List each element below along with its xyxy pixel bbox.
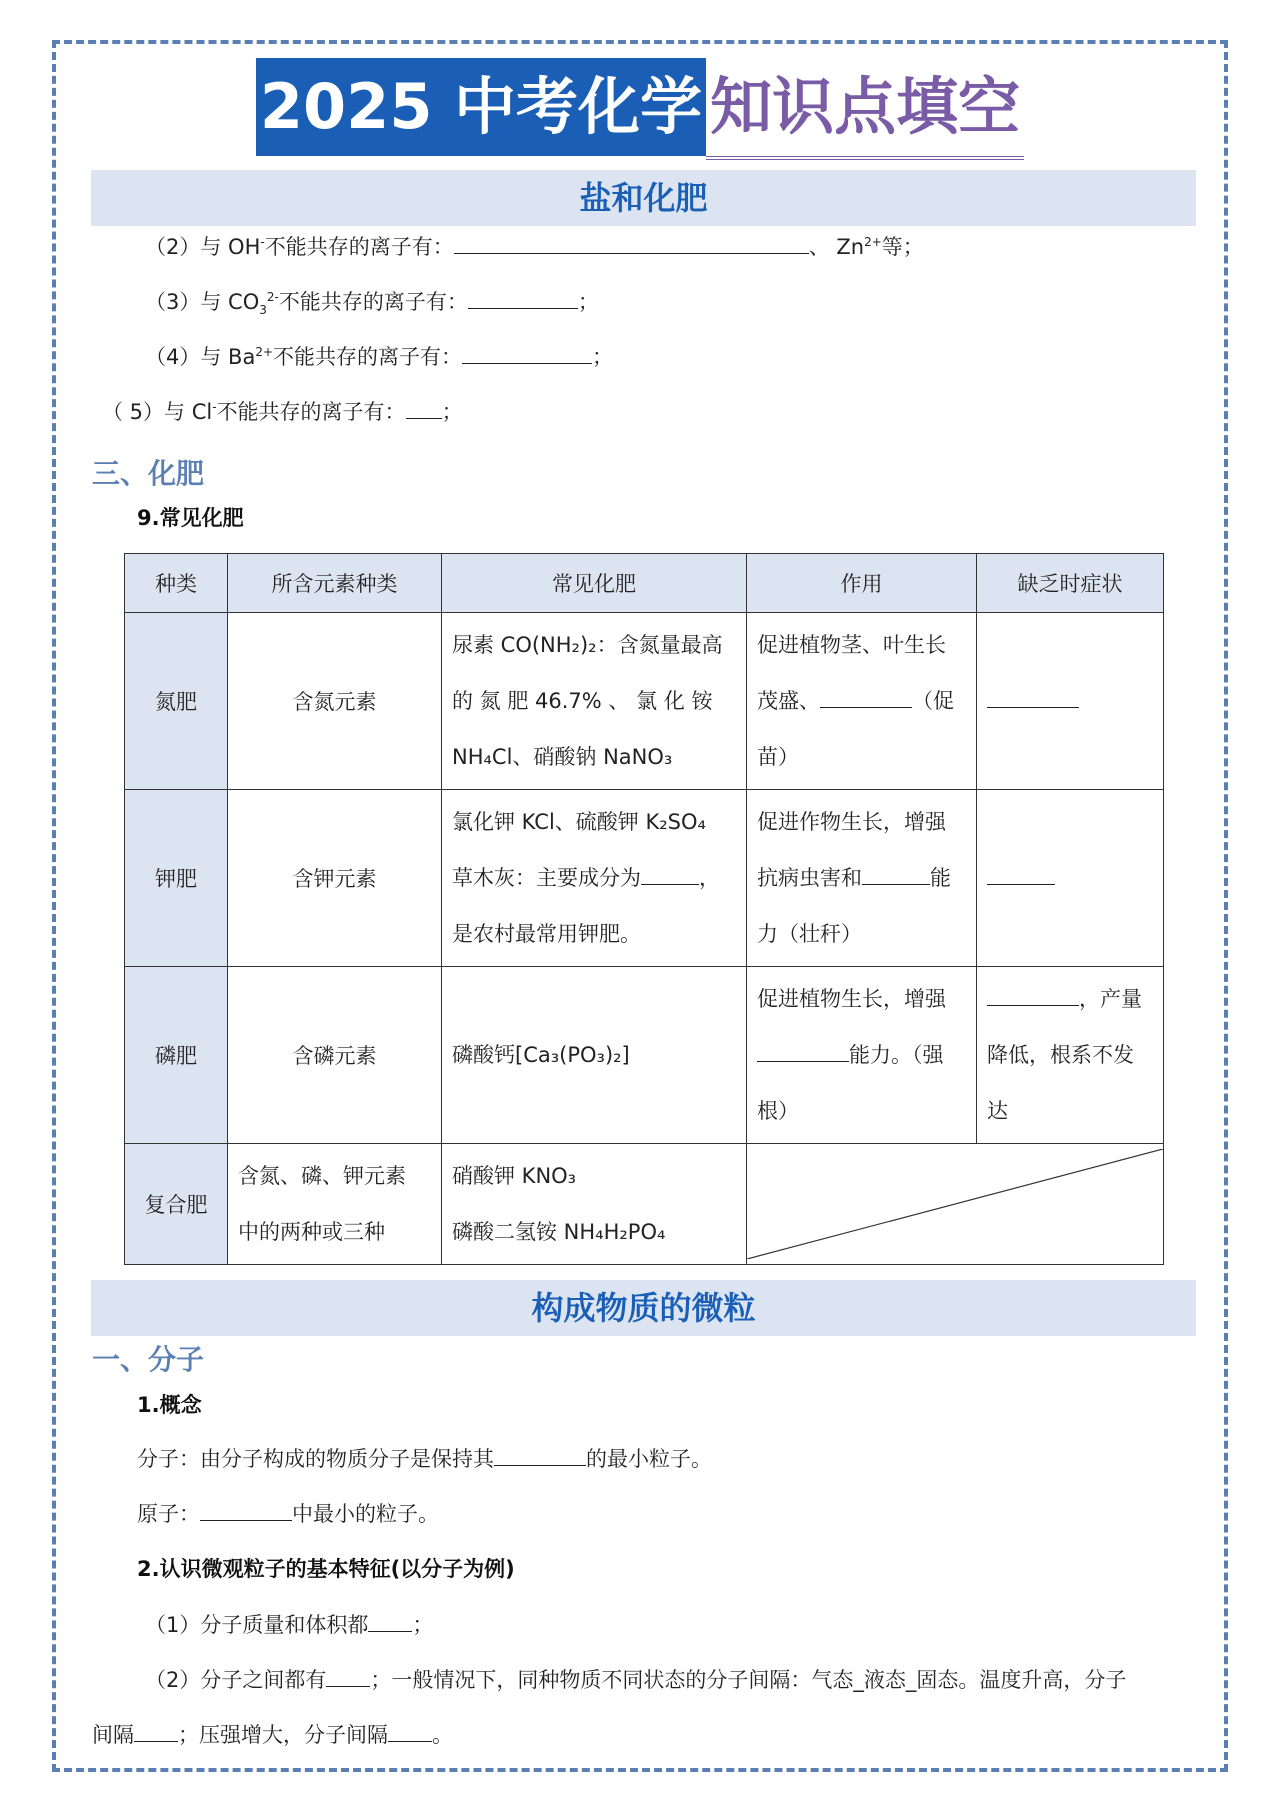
common-line: 磷酸二氢铵 NH₄H₂PO₄ — [452, 1220, 666, 1244]
common-line: NH₄Cl、硝酸钠 NaNO₃ — [452, 745, 673, 769]
common-line: 硝酸钾 KNO₃ — [452, 1164, 577, 1188]
empty-diagonal-cell — [747, 1144, 1164, 1265]
ion-line-2-zn: 、 Zn — [808, 235, 865, 259]
diagonal-line — [747, 1149, 1163, 1259]
symptom-line — [987, 971, 1153, 1027]
symptom-cell — [977, 790, 1164, 967]
symptom-line: 达 — [987, 1099, 1008, 1123]
common-cell — [442, 613, 747, 790]
table-row — [125, 613, 1164, 790]
element-line: 含氮、磷、钾元素 — [238, 1164, 406, 1188]
atom-def-text: 中最小的粒子。 — [292, 1502, 439, 1526]
element-line: 中的两种或三种 — [238, 1220, 385, 1244]
feature-3-end: 。 — [432, 1723, 453, 1747]
effect-cell — [747, 613, 977, 790]
symptom-cell — [977, 613, 1164, 790]
ion-line-2-sup2: 2+ — [864, 235, 882, 249]
ion-line-3-label: （3）与 CO — [145, 290, 260, 314]
kind-cell: 钾肥 — [125, 790, 228, 967]
feature-3-text: 间隔 — [92, 1723, 134, 1747]
molecule-definition — [137, 1443, 712, 1473]
molecule-def-text: 的最小粒子。 — [586, 1447, 712, 1471]
kind-cell: 复合肥 — [125, 1144, 228, 1265]
feature-2-blank[interactable] — [326, 1665, 370, 1687]
effect-text: 茂盛、 — [757, 689, 820, 713]
kind-cell: 磷肥 — [125, 967, 228, 1144]
ion-line-5-label: （ 5）与 Cl — [102, 400, 213, 424]
common-text: 草木灰：主要成分为 — [452, 866, 641, 890]
atom-def-blank[interactable] — [200, 1499, 292, 1521]
common-line: 磷酸钙[Ca₃(PO₃)₂] — [452, 1043, 630, 1067]
common-line: 的 氮 肥 46.7% 、 氯 化 铵 — [452, 689, 713, 713]
table-header-cell: 作用 — [747, 554, 977, 613]
effect-cell — [747, 790, 977, 967]
effect-blank[interactable] — [862, 863, 930, 885]
common-line — [452, 850, 736, 906]
table-header-cell: 所含元素种类 — [228, 554, 442, 613]
ion-line-2-blank[interactable] — [454, 232, 809, 254]
element-cell: 含氮元素 — [228, 613, 442, 790]
feature-1-end: ； — [412, 1613, 434, 1637]
common-line: 是农村最常用钾肥。 — [452, 922, 641, 946]
feature-1-blank[interactable] — [368, 1610, 412, 1632]
ion-line-3-end: ； — [577, 290, 599, 314]
common-cell — [442, 1144, 747, 1265]
common-line: 氯化钾 KCl、硫酸钾 K₂SO₄ — [452, 810, 706, 834]
effect-line — [757, 673, 966, 729]
common-text: ， — [699, 866, 720, 890]
effect-text: 能力。（强 — [849, 1043, 944, 1067]
features-heading: 2.认识微观粒子的基本特征(以分子为例) — [137, 1557, 515, 1581]
molecule-def-text: 分子：由分子构成的物质分子是保持其 — [137, 1447, 494, 1471]
element-cell: 含磷元素 — [228, 967, 442, 1144]
ion-line-4 — [145, 341, 613, 371]
ion-line-5-text: 不能共存的离子有： — [216, 400, 406, 424]
ion-line-4-end: ； — [592, 345, 614, 369]
symptom-blank[interactable] — [987, 686, 1079, 708]
title-topic-part: 知识点填空 — [706, 58, 1024, 160]
ion-line-2-sup: - — [260, 235, 265, 249]
ion-line-2-label: （2）与 OH — [145, 235, 261, 259]
ion-line-4-blank[interactable] — [462, 342, 592, 364]
concept-heading: 1.概念 — [137, 1393, 202, 1417]
element-cell: 含钾元素 — [228, 790, 442, 967]
effect-line: 根） — [757, 1099, 799, 1123]
ion-line-3 — [145, 286, 599, 317]
effect-text: （促 — [912, 689, 954, 713]
effect-text: 抗病虫害和 — [757, 866, 862, 890]
table-row — [125, 967, 1164, 1144]
table-row — [125, 790, 1164, 967]
symptom-text: ，产量 — [1079, 987, 1142, 1011]
feature-2-text: ；一般情况下，同种物质不同状态的分子间隔：气态_液态_固态。温度升高，分子 — [370, 1668, 1127, 1692]
effect-blank[interactable] — [757, 1040, 849, 1062]
effect-blank[interactable] — [820, 686, 912, 708]
table-header-cell: 缺乏时症状 — [977, 554, 1164, 613]
ion-line-3-text: 不能共存的离子有： — [278, 290, 468, 314]
ion-line-4-label: （4）与 Ba — [145, 345, 256, 369]
common-cell — [442, 967, 747, 1144]
ion-line-3-sup: 2- — [266, 290, 279, 304]
ion-line-3-sub: 3 — [259, 303, 267, 318]
ion-line-5-end: ； — [441, 400, 463, 424]
feature-2-continued — [92, 1719, 453, 1749]
ion-line-5-blank[interactable] — [406, 397, 442, 419]
feature-2-text: （2）分子之间都有 — [145, 1668, 327, 1692]
section-particles-banner: 构成物质的微粒 — [91, 1280, 1196, 1336]
ion-line-3-blank[interactable] — [468, 287, 578, 309]
feature-3-blank[interactable] — [388, 1720, 432, 1742]
common-cell — [442, 790, 747, 967]
ion-line-2-text: 不能共存的离子有： — [264, 235, 454, 259]
table-header-row — [125, 554, 1164, 613]
effect-line: 苗） — [757, 745, 799, 769]
fertilizer-heading: 三、化肥 — [92, 457, 205, 490]
symptom-blank[interactable] — [987, 863, 1055, 885]
effect-line — [757, 850, 966, 906]
feature-3-text: ；压强增大，分子间隔 — [178, 1723, 388, 1747]
molecule-def-blank[interactable] — [494, 1444, 586, 1466]
symptom-cell — [977, 967, 1164, 1144]
common-line: 尿素 CO(NH₂)₂：含氮量最高 — [452, 633, 723, 657]
symptom-blank[interactable] — [987, 984, 1079, 1006]
table-header-cell: 种类 — [125, 554, 228, 613]
feature-2 — [145, 1664, 1126, 1694]
effect-cell — [747, 967, 977, 1144]
ion-line-2 — [145, 231, 924, 261]
ion-line-2-end: 等； — [881, 235, 924, 259]
effect-line: 促进作物生长，增强 — [757, 810, 946, 834]
table-header-cell: 常见化肥 — [442, 554, 747, 613]
symptom-line: 降低，根系不发 — [987, 1043, 1134, 1067]
ion-line-5-sup: - — [212, 400, 217, 414]
effect-line: 促进植物生长，增强 — [757, 987, 946, 1011]
ion-line-4-text: 不能共存的离子有： — [273, 345, 463, 369]
title-year-part: 2025 中考化学 — [256, 58, 706, 156]
molecule-heading: 一、分子 — [92, 1343, 205, 1376]
effect-line — [757, 1027, 966, 1083]
effect-line: 力（壮秆） — [757, 922, 862, 946]
common-blank[interactable] — [641, 863, 699, 885]
section-salt-banner: 盐和化肥 — [91, 170, 1196, 226]
atom-definition — [137, 1498, 439, 1528]
feature-3-blank[interactable] — [134, 1720, 178, 1742]
element-cell — [228, 1144, 442, 1265]
effect-line: 促进植物茎、叶生长 — [757, 633, 946, 657]
atom-def-text: 原子： — [137, 1502, 200, 1526]
kind-cell: 氮肥 — [125, 613, 228, 790]
fertilizer-table — [124, 553, 1164, 1265]
ion-line-4-sup: 2+ — [255, 345, 274, 359]
ion-line-5 — [102, 396, 463, 426]
page-title — [0, 58, 1280, 160]
effect-text: 能 — [930, 866, 951, 890]
table-row — [125, 1144, 1164, 1265]
feature-1 — [145, 1609, 433, 1639]
fertilizer-subheading: 9.常见化肥 — [137, 506, 244, 530]
feature-1-text: （1）分子质量和体积都 — [145, 1613, 369, 1637]
